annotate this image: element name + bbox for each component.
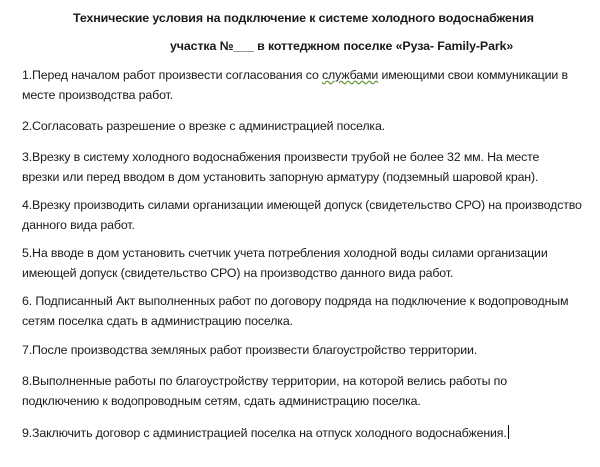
document-title: Технические условия на подключение к системе холодного водоснабжения: [73, 11, 534, 25]
item-text: 6. Подписанный Акт выполненных работ по договору подряда на подключение к водопроводным: [22, 294, 569, 308]
spellcheck-word: службами: [322, 68, 379, 82]
text-cursor: [508, 425, 509, 439]
item-7: 7.После производства земляных работ произвести благоустройство территории.: [22, 343, 478, 357]
item-2: 2.Согласовать разрешение о врезке с администрацией поселка.: [22, 119, 386, 133]
item-text: 4.Врезку производить силами организации имеющей допуск (свидетельство СРО) на производство: [22, 198, 582, 212]
item-text: врезки или перед вводом в дом установить запорную арматуру (подземный шаровой кран).: [22, 170, 539, 184]
document-subtitle: участка №___ в коттеджном поселке «Руза- Family-Park»: [170, 39, 514, 53]
item-text: 3.Врезку в систему холодного водоснабжения произвести трубой не более 32 мм. На месте: [22, 150, 540, 164]
item-text: 1.Перед началом работ произвести согласования со: [22, 68, 323, 82]
item-text: месте производства работ.: [22, 88, 173, 102]
item-text: 8.Выполненные работы по благоустройству территории, на которой велись работы по: [22, 374, 507, 388]
item-text: имеющей допуск (свидетельство СРО) на производство данного вида работ.: [22, 266, 454, 280]
item-9[interactable]: [22, 425, 509, 440]
item-text: сетям поселка сдать в администрацию поселка.: [22, 314, 293, 328]
item-text: 5.На вводе в дом установить счетчик учета потребления холодной воды силами организации: [22, 246, 548, 260]
item-text: 9.Заключить договор с администрацией поселка на отпуск холодного водоснабжения.: [22, 426, 507, 440]
item-text: данного вида работ.: [22, 218, 135, 232]
item-text: подключению к водопроводным сетям, сдать администрацию поселка.: [22, 394, 421, 408]
item-text: имеющими свои коммуникации в: [378, 68, 568, 82]
